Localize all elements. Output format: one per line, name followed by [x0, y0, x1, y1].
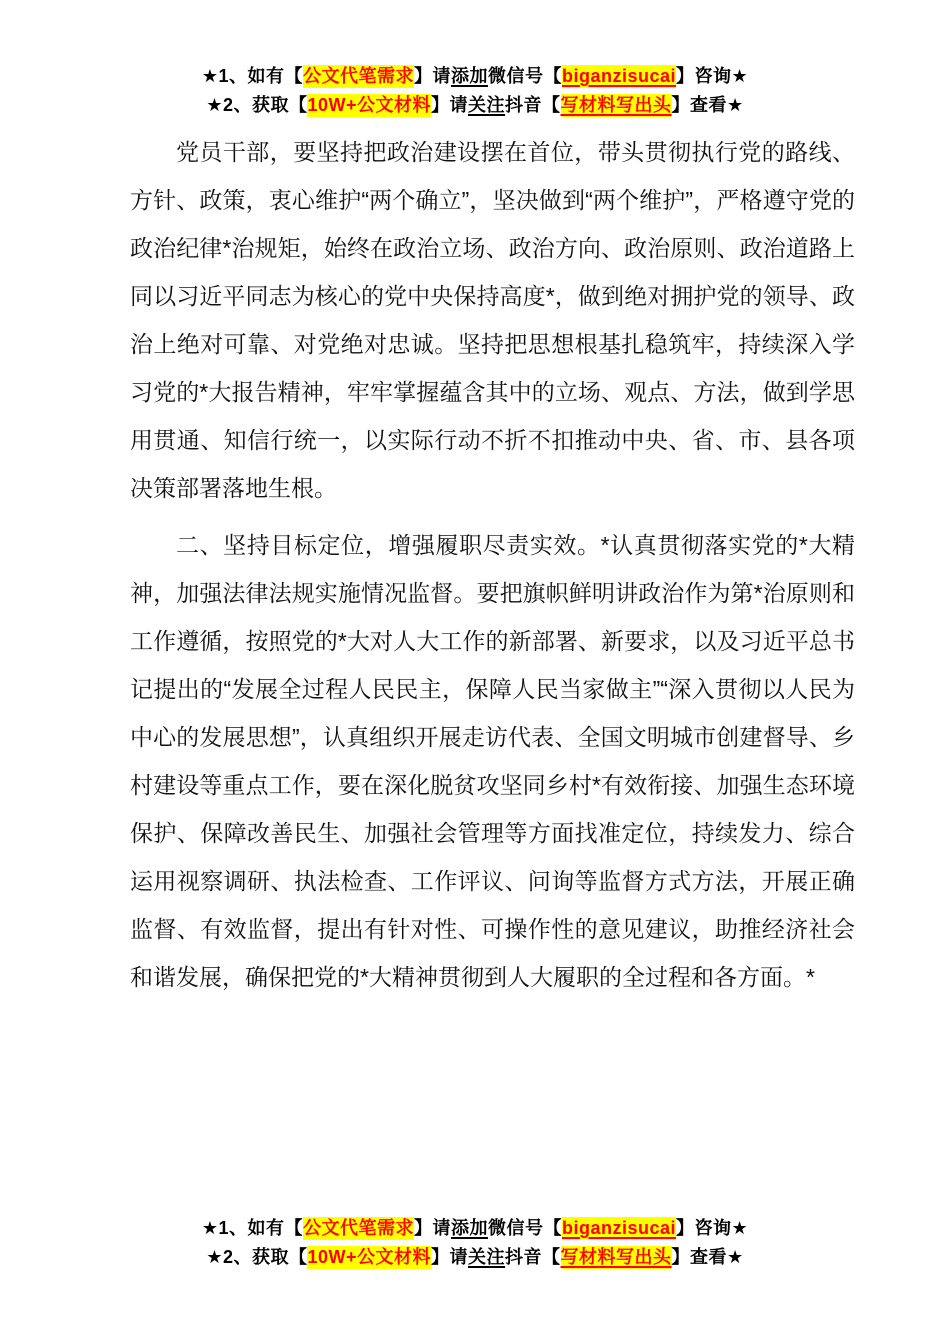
highlighted-keyword: 10W+公文材料: [307, 1247, 432, 1267]
promo-text: 】咨询★: [676, 1218, 749, 1238]
wechat-id-highlight: biganzisucai: [561, 66, 677, 86]
promo-text: ★1、如有【: [201, 66, 303, 86]
underlined-action: 添加: [450, 66, 488, 86]
promo-text: 】查看★: [671, 95, 744, 115]
promo-line-2: [0, 1243, 950, 1272]
underlined-action: 关注: [468, 95, 506, 115]
document-body: [0, 120, 950, 1001]
promo-text: 】请: [431, 95, 469, 115]
promo-text: 】请: [413, 66, 451, 86]
promo-line-1: [0, 62, 950, 91]
promo-banner-bottom: [0, 1214, 950, 1272]
promo-text: 微信号【: [487, 1218, 562, 1238]
douyin-name-highlight: 写材料写出头: [560, 95, 672, 115]
promo-text: 】查看★: [671, 1247, 744, 1267]
promo-text: 微信号【: [487, 66, 562, 86]
promo-text: ★2、获取【: [206, 95, 308, 115]
promo-text: ★1、如有【: [201, 1218, 303, 1238]
promo-line-1: [0, 1214, 950, 1243]
wechat-id-highlight: biganzisucai: [561, 1218, 677, 1238]
paragraph-1: 党员干部，要坚持把政治建设摆在首位，带头贯彻执行党的路线、方针、政策，衷心维护“两个确立”，坚决做到“两个维护”，严格遵守党的政治纪律*治规矩，始终在政治立场、政治方向、政治原则、政治道路上同以习近平同志为核心的党中央保持高度*，做到绝对拥护党的领导、政治上绝对可靠、对党绝对忠诚。坚持把思想根基扎稳筑牢，持续深入学习党的*大报告精神，牢牢掌握蕴含其中的立场、观点、方法，做到学思用贯通、知信行统一，以实际行动不折不扣推动中央、省、市、县各项决策部署落地生根。: [130, 139, 855, 501]
promo-text: 抖音【: [505, 95, 561, 115]
promo-text: 抖音【: [505, 1247, 561, 1267]
promo-text: ★2、获取【: [206, 1247, 308, 1267]
highlighted-keyword: 公文代笔需求: [302, 66, 414, 86]
underlined-action: 添加: [450, 1218, 488, 1238]
paragraph-2: 二、坚持目标定位，增强履职尽责实效。*认真贯彻落实党的*大精神，加强法律法规实施情况监督。要把旗帜鲜明讲政治作为第*治原则和工作遵循，按照党的*大对人大工作的新部署、新要求，以及习近平总书记提出的“发展全过程人民民主，保障人民当家做主”“深入贯彻以人民为中心的发展思想”，认真组织开展走访代表、全国文明城市创建督导、乡村建设等重点工作，要在深化脱贫攻坚同乡村*有效衔接、加强生态环境保护、保障改善民生、加强社会管理等方面找准定位，持续发力、综合运用视察调研、执法检查、工作评议、问询等监督方式方法，开展正确监督、有效监督，提出有针对性、可操作性的意见建议，助推经济社会和谐发展，确保把党的*大精神贯彻到人大履职的全过程和各方面。*: [130, 532, 855, 990]
highlighted-keyword: 公文代笔需求: [302, 1218, 414, 1238]
promo-text: 】咨询★: [676, 66, 749, 86]
highlighted-keyword: 10W+公文材料: [307, 95, 432, 115]
underlined-action: 关注: [468, 1247, 506, 1267]
promo-banner-top: [0, 0, 950, 120]
douyin-name-highlight: 写材料写出头: [560, 1247, 672, 1267]
promo-line-2: [0, 91, 950, 120]
promo-text: 】请: [413, 1218, 451, 1238]
promo-text: 】请: [431, 1247, 469, 1267]
